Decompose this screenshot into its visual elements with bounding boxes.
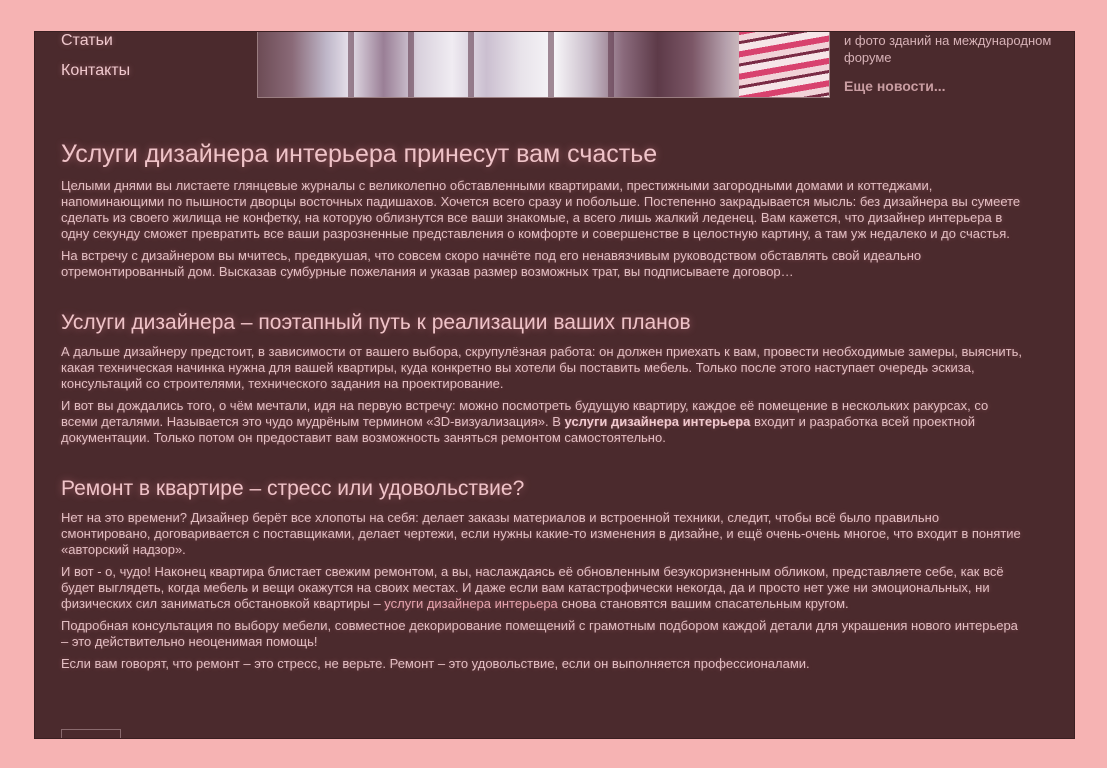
main-article: [61, 136, 1027, 678]
section-heading: Услуги дизайнера – поэтапный путь к реализации ваших планов: [61, 311, 691, 334]
nav-link-articles[interactable]: Статьи: [61, 32, 113, 49]
paragraph: Подробная консультация по выбору мебели, совместное декорирование помещений с грамотным подбором каждой детали для украшения нового интерьера – это действительно неоценимая помощь!: [61, 618, 1018, 649]
header-photo: [257, 31, 830, 98]
text-fragment: входит и разработка всей проектной документации. Только потом он предоставит вам возможность заняться ремонтом самостоятельно.: [61, 414, 975, 445]
paragraph: Если вам говорят, что ремонт – это стресс, не верьте. Ремонт – это удовольствие, если он выполняется профессионалами.: [61, 656, 810, 671]
content-panel: [34, 31, 1075, 739]
bold-keyword: услуги дизайнера интерьера: [564, 414, 751, 429]
text-fragment: И вот вы дождались того, о чём мечтали, идя на первую встречу: можно посмотреть будущую квартиру, каждое её помещение в нескольких ракурсах, со всеми деталями. Называется это чудо мудрёным термином «3D-визуализация». В: [61, 398, 989, 429]
curtain-fold: [548, 31, 554, 97]
bottom-box-edge: [61, 729, 121, 739]
page-title: Услуги дизайнера интерьера принесут вам счастье: [61, 140, 658, 168]
paragraph: Нет на это времени? Дизайнер берёт все хлопоты на себя: делает заказы материалов и встроенной техники, следит, чтобы всё было правильно смонтировано, договаривается с поставщиками, делает чертежи, если нужны какие-то изменения в дизайне, и ещё очень-очень многое, что входит в понятие «авторский надзор».: [61, 510, 1021, 557]
paragraph: [61, 398, 1027, 446]
text-fragment: снова становятся вашим спасательным кругом.: [557, 596, 849, 611]
news-snippet: и фото зданий на международном форуме: [844, 33, 1052, 65]
striped-wall: [739, 31, 829, 97]
text-fragment: И вот - о, чудо! Наконец квартира блистает свежим ремонтом, а вы, наслаждаясь её обновленным безукоризненным обликом, представляете себе, как всё будет выглядеть, когда мебель и вещи окажутся на своих местах. И даже если вам катастрофически некогда, да и просто нет уже ни эмоциональных, ни физических сил заниматься обстановкой квартиры –: [61, 564, 1004, 611]
curtain-fold: [408, 31, 414, 97]
paragraph: Целыми днями вы листаете глянцевые журналы с великолепно обставленными квартирами, престижными загородными домами и коттеджами, напоминающими по пышности дворцы восточных падишахов. Хочется всего сразу и побольше. Постепенно закрадывается мысль: без дизайнера вы сумеете сделать из своего жилища не конфетку, на которую облизнутся все ваши знакомые, а всего лишь жалкий леденец. Вам кажется, что дизайнер интерьера в одну секунду сможет превратить все ваши разрозненные представления о комфорте и совершенстве в целостную картину, а там уж недалеко и до счастья.: [61, 178, 1021, 241]
side-nav: [61, 31, 130, 86]
paragraph: На встречу с дизайнером вы мчитесь, предвкушая, что совсем скоро начнёте под его ненавязчивым руководством обставлять свой идеально отремонтированный дом. Высказав сумбурные пожелания и указав размер возможных трат, вы подписываете договор…: [61, 248, 922, 279]
news-sidebar: [844, 32, 1064, 94]
section-heading: Ремонт в квартире – стресс или удовольствие?: [61, 477, 525, 500]
paragraph: [61, 564, 1027, 612]
services-link[interactable]: услуги дизайнера интерьера: [384, 596, 558, 611]
paragraph: А дальше дизайнеру предстоит, в зависимости от вашего выбора, скрупулёзная работа: он должен приехать к вам, провести необходимые замеры, выяснить, какая техническая начинка нужна для вашей квартиры, куда конкретно вы хотели бы поставить мебель. Только после этого наступает очередь эскиза, консультаций со строителями, технического задания на проектирование.: [61, 344, 1023, 391]
nav-link-contacts[interactable]: Контакты: [61, 62, 131, 79]
more-news-link[interactable]: Еще новости...: [844, 78, 946, 94]
curtain-fold: [608, 31, 614, 97]
curtain-fold: [468, 31, 474, 97]
curtain-fold: [348, 31, 354, 97]
